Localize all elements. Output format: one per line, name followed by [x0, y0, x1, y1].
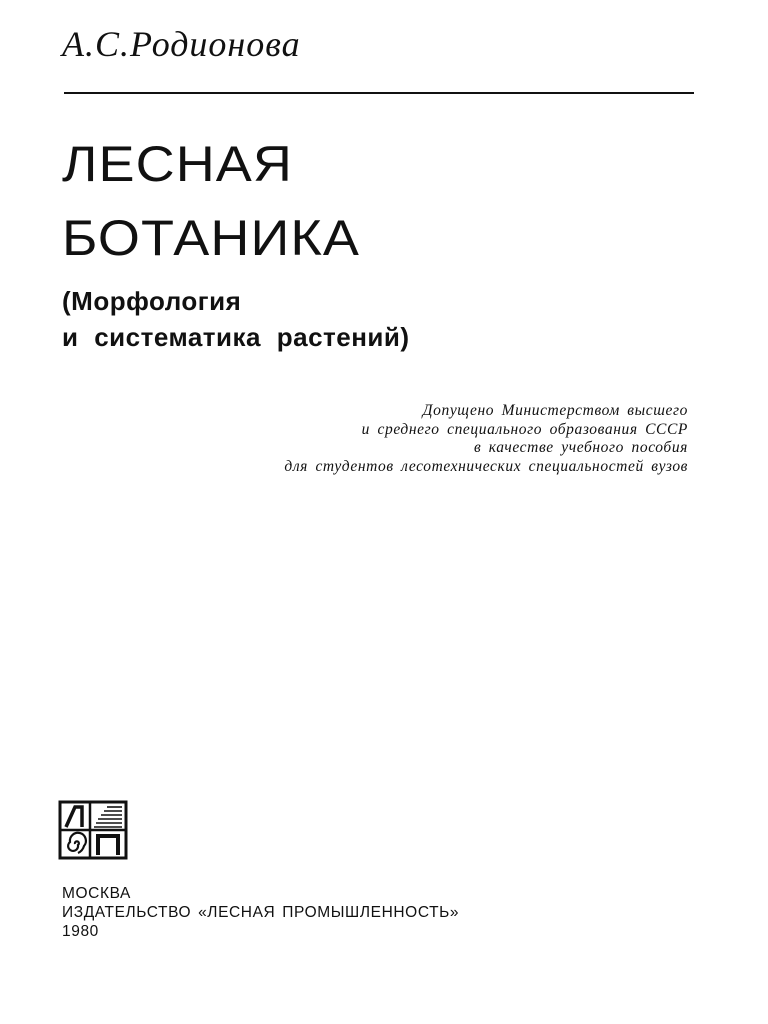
approval-line-2: и среднего специального образования СССР	[361, 420, 688, 438]
approval-line-4: для студентов лесотехнических специальностей вузов	[284, 457, 688, 475]
title-line-2: БОТАНИКА	[62, 210, 360, 266]
imprint-city: МОСКВА	[62, 885, 131, 902]
title-line-1: ЛЕСНАЯ	[62, 136, 293, 192]
approval-line-3: в качестве учебного пособия	[474, 439, 688, 456]
imprint	[62, 884, 459, 941]
author-name: А.С.Родионова	[62, 24, 301, 64]
subtitle-line-1: (Морфология	[62, 286, 242, 316]
imprint-year: 1980	[62, 923, 99, 940]
approval-line-1: Допущено Министерством высшего	[422, 402, 688, 419]
approval-note	[128, 402, 688, 476]
publisher-logo-icon	[58, 800, 128, 860]
horizontal-rule	[64, 92, 694, 94]
imprint-publisher: ИЗДАТЕЛЬСТВО «ЛЕСНАЯ ПРОМЫШЛЕННОСТЬ»	[62, 904, 460, 921]
subtitle-line-2: и систематика растений)	[62, 322, 410, 352]
